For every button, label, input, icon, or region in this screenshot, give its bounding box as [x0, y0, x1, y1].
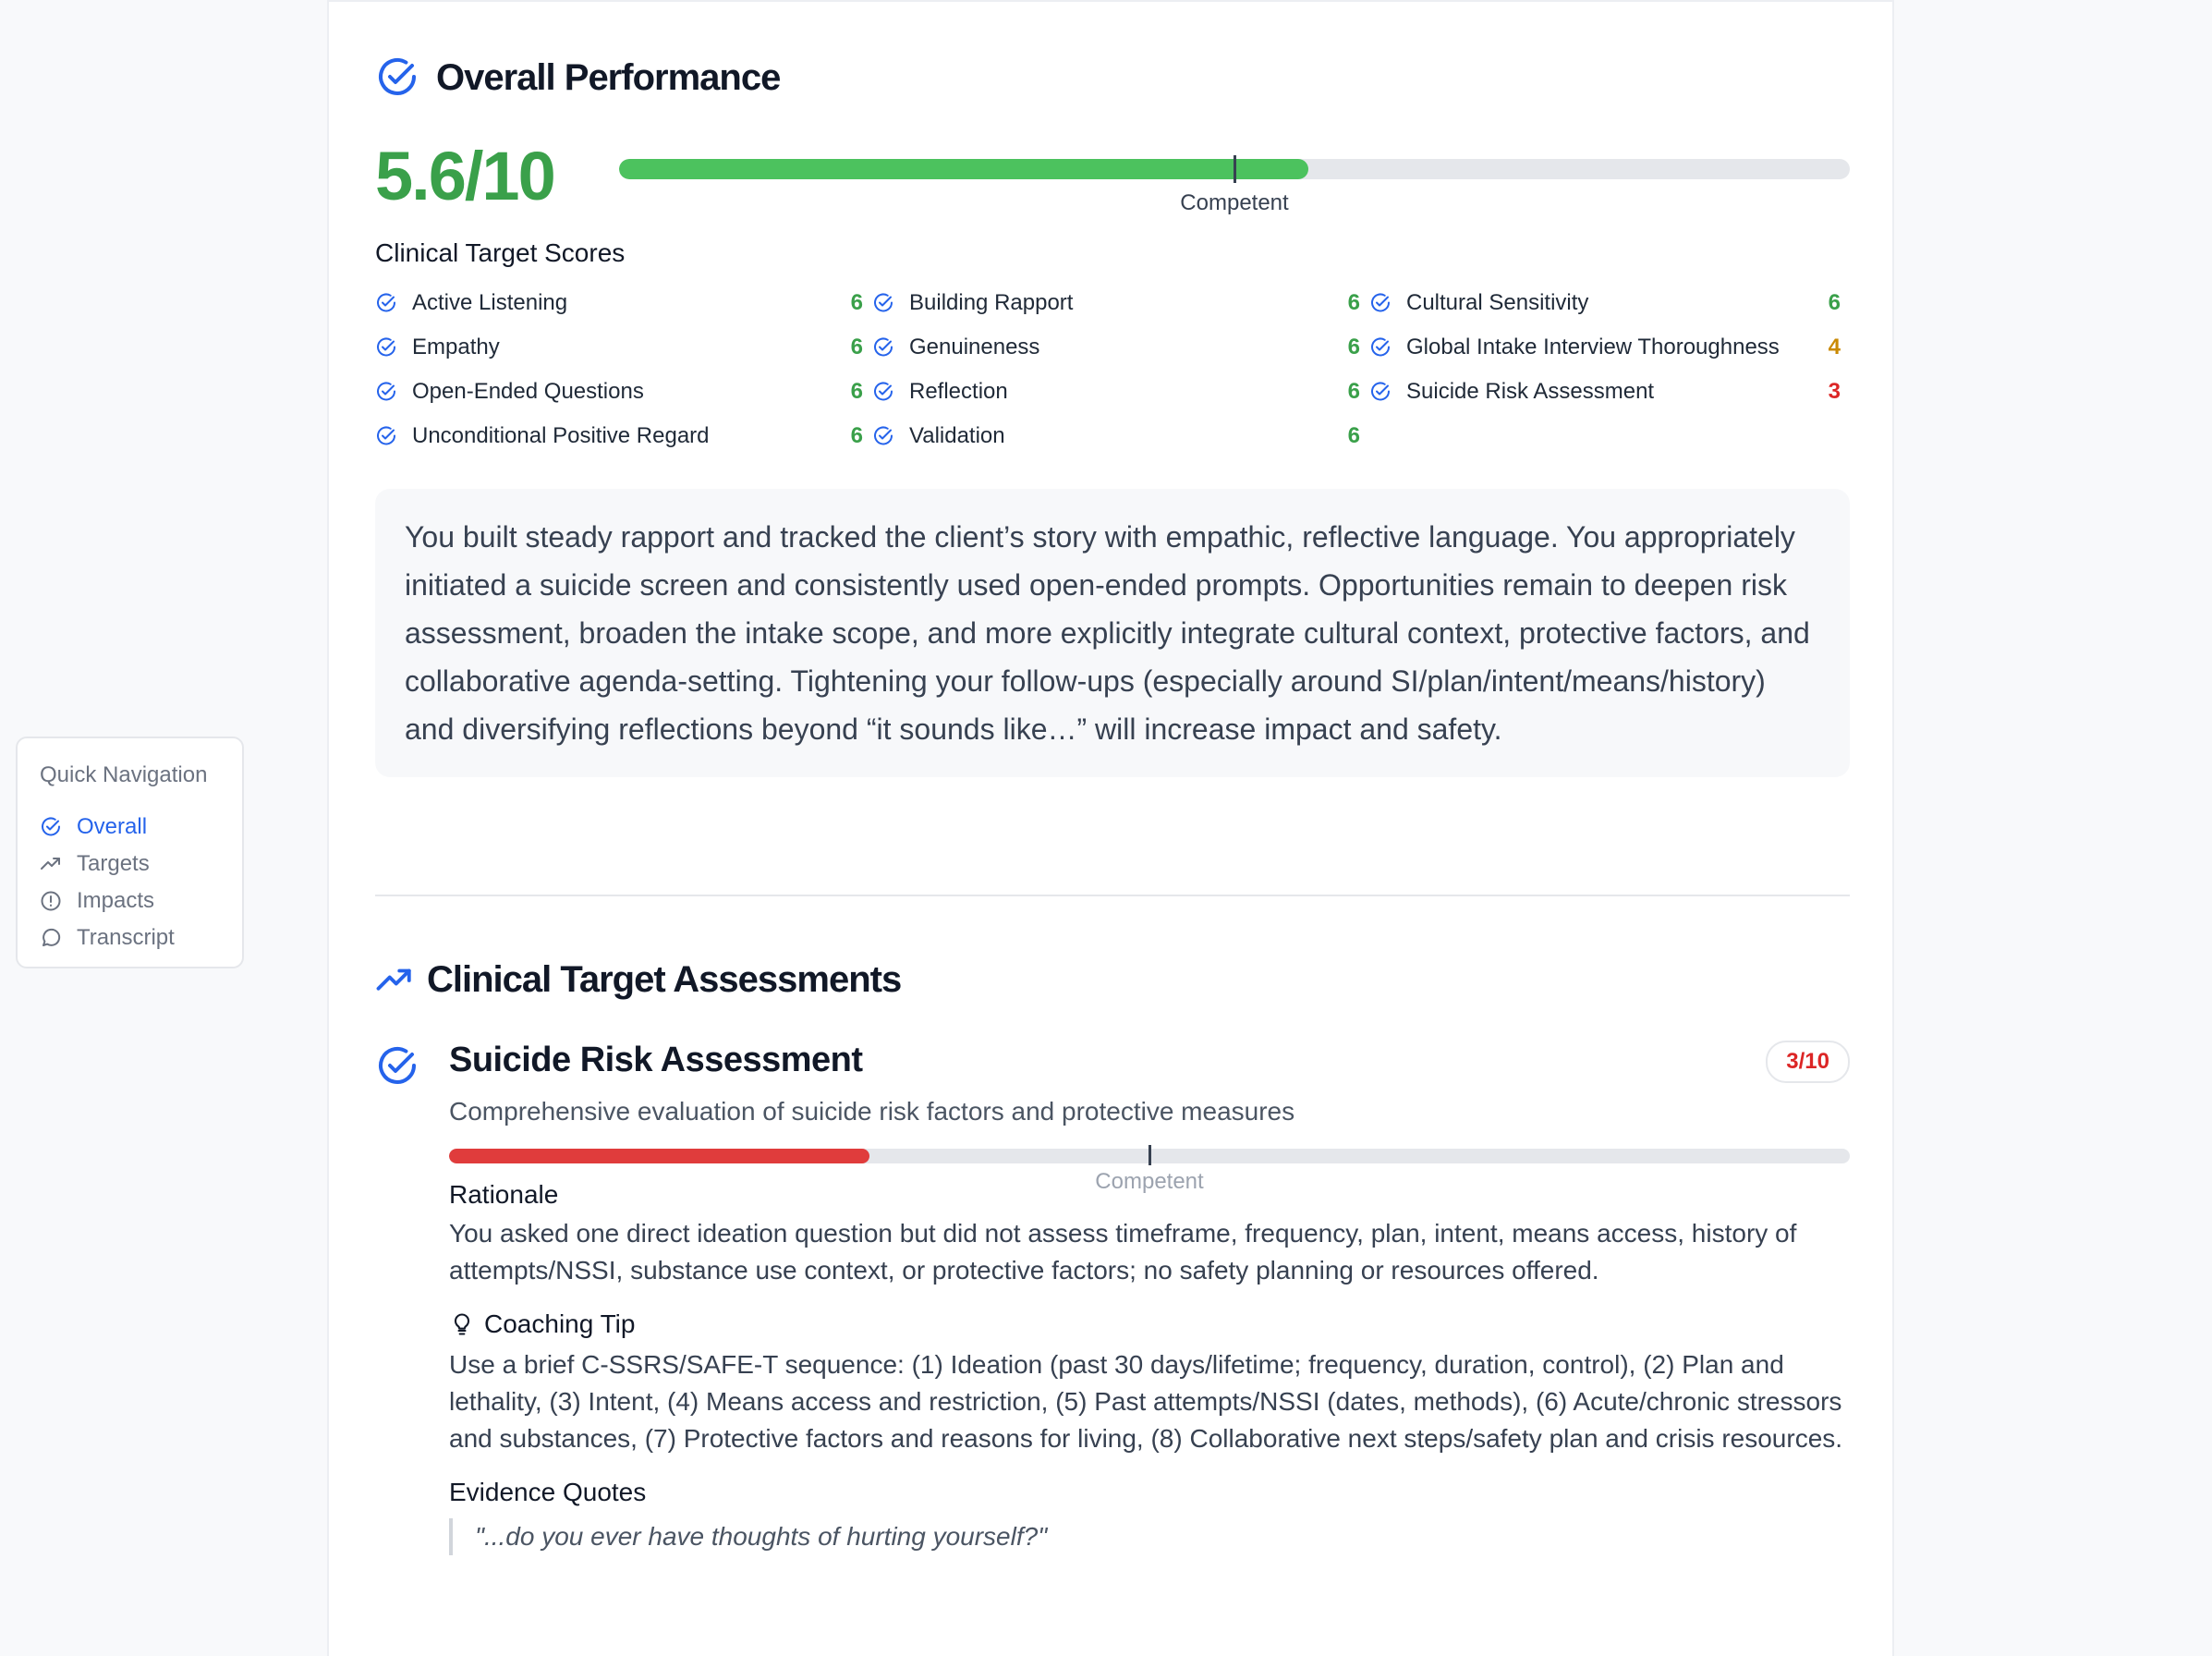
check-circle-icon	[1369, 292, 1392, 314]
target-score-item	[1369, 325, 1850, 370]
target-score-item	[872, 325, 1369, 370]
clinical-target-scores	[375, 238, 1850, 458]
summary-box	[375, 489, 1850, 777]
target-name: Empathy	[412, 335, 500, 359]
summary-text: You built steady rapport and tracked the client’s story with empathic, reflective language. You appropriately initiated a suicide screen and consistently used open-ended prompts. Opportunities remain to deepen risk assessment, broaden the intake scope, and more explicitly integrate cultural context, protective factors, and collaborative agenda-setting. Tightening your follow-ups (especially around SI/plan/intent/means/history) and diversifying reflections beyond “it sounds like…” will increase impact and safety.	[375, 489, 1850, 777]
nav-item-label: Impacts	[77, 888, 155, 913]
nav-item-label: Transcript	[77, 925, 175, 950]
target-name: Active Listening	[412, 290, 568, 315]
nav-item-label: Overall	[77, 814, 148, 839]
check-circle-icon	[1369, 381, 1392, 403]
target-score-item	[375, 325, 872, 370]
overall-progress-bar	[619, 144, 1850, 215]
section-divider	[375, 895, 1850, 896]
check-circle-icon	[872, 381, 894, 403]
check-circle-icon	[1369, 336, 1392, 359]
target-score: 6	[1828, 290, 1841, 315]
target-score: 6	[850, 379, 863, 404]
target-score-item	[1369, 370, 1850, 414]
competent-marker-label: Competent	[1180, 189, 1289, 215]
target-name: Unconditional Positive Regard	[412, 423, 710, 448]
target-score-item	[872, 414, 1369, 458]
nav-item-impacts[interactable]	[40, 883, 220, 919]
evidence-quote: "...do you ever have thoughts of hurting yourself?"	[449, 1518, 1850, 1555]
trend-up-icon	[375, 961, 414, 1000]
lightbulb-icon	[449, 1311, 475, 1337]
check-circle-icon	[872, 425, 894, 447]
quick-navigation	[16, 737, 244, 968]
target-name: Suicide Risk Assessment	[1406, 379, 1655, 404]
target-score-item	[872, 370, 1369, 414]
rationale-heading: Rationale	[449, 1180, 559, 1209]
progress-fill	[449, 1149, 869, 1163]
target-name: Genuineness	[909, 335, 1040, 359]
assessment-description: Comprehensive evaluation of suicide risk factors and protective measures	[449, 1097, 1295, 1126]
target-name: Global Intake Interview Thoroughness	[1406, 335, 1780, 359]
target-score: 3	[1828, 379, 1841, 404]
assessment-title: Suicide Risk Assessment	[449, 1041, 863, 1079]
assessment-progress-bar	[449, 1141, 1850, 1195]
rationale-text: You asked one direct ideation question but did not assess timeframe, frequency, plan, intent, means access, history of attempts/NSSI, substance use context, or protective factors; no safety planning or resources offered.	[449, 1219, 1797, 1285]
alert-circle-icon	[40, 890, 62, 912]
clinical-target-assessments-section	[375, 959, 1850, 1001]
feedback-report-card	[327, 0, 1894, 1656]
target-score-item	[375, 281, 872, 325]
target-score: 6	[1347, 423, 1360, 448]
nav-item-targets[interactable]	[40, 846, 220, 883]
overall-performance-title: Overall Performance	[436, 56, 781, 98]
trend-up-icon	[40, 853, 62, 875]
target-score: 6	[850, 290, 863, 315]
competent-marker	[1149, 1145, 1151, 1165]
target-score: 6	[850, 423, 863, 448]
target-score-item	[872, 281, 1369, 325]
clinical-target-scores-label: Clinical Target Scores	[375, 238, 626, 267]
target-name: Open-Ended Questions	[412, 379, 644, 404]
target-score-item	[375, 370, 872, 414]
target-score: 6	[1347, 379, 1360, 404]
target-score: 6	[1347, 335, 1360, 359]
competent-marker	[1234, 155, 1236, 183]
target-name: Cultural Sensitivity	[1406, 290, 1589, 315]
check-circle-icon	[872, 292, 894, 314]
clinical-target-assessments-title: Clinical Target Assessments	[427, 959, 902, 1000]
coaching-tip-text: Use a brief C-SSRS/SAFE-T sequence: (1) Ideation (past 30 days/lifetime; frequency, duration, control), (2) Plan and lethality, (3) Intent, (4) Means access and restriction, (5) Past attempts/NSSI (dates, methods), (6) Acute/chronic stressors and substances, (7) Protective factors and reasons for living, (8) Collaborative next steps/safety plan and crisis resources.	[449, 1350, 1843, 1453]
target-scores-grid	[375, 281, 1850, 458]
target-score: 6	[850, 335, 863, 359]
target-score: 4	[1828, 335, 1841, 359]
check-circle-icon	[375, 425, 397, 447]
target-name: Validation	[909, 423, 1005, 448]
assessment-score-badge: 3/10	[1766, 1041, 1850, 1083]
target-score-item	[375, 414, 872, 458]
target-name: Reflection	[909, 379, 1008, 404]
coaching-tip-heading: Coaching Tip	[484, 1309, 636, 1338]
overall-performance-section	[375, 55, 1850, 100]
competent-marker-label: Competent	[1095, 1169, 1204, 1194]
nav-item-label: Targets	[77, 851, 150, 876]
check-circle-icon	[375, 55, 419, 100]
evidence-quotes-heading: Evidence Quotes	[449, 1478, 647, 1506]
check-circle-icon	[375, 1044, 419, 1089]
chat-bubble-icon	[40, 927, 62, 949]
target-score: 6	[1347, 290, 1360, 315]
check-circle-icon	[375, 292, 397, 314]
check-circle-icon	[375, 381, 397, 403]
nav-item-overall[interactable]	[40, 809, 220, 846]
overall-score: 5.6/10	[375, 138, 554, 214]
check-circle-icon	[375, 336, 397, 359]
quick-navigation-title: Quick Navigation	[40, 762, 208, 787]
nav-item-transcript[interactable]	[40, 919, 220, 956]
progress-fill	[619, 159, 1308, 179]
check-circle-icon	[40, 816, 62, 838]
overall-score-row	[375, 137, 1850, 215]
check-circle-icon	[872, 336, 894, 359]
target-name: Building Rapport	[909, 290, 1074, 315]
target-score-item	[1369, 281, 1850, 325]
